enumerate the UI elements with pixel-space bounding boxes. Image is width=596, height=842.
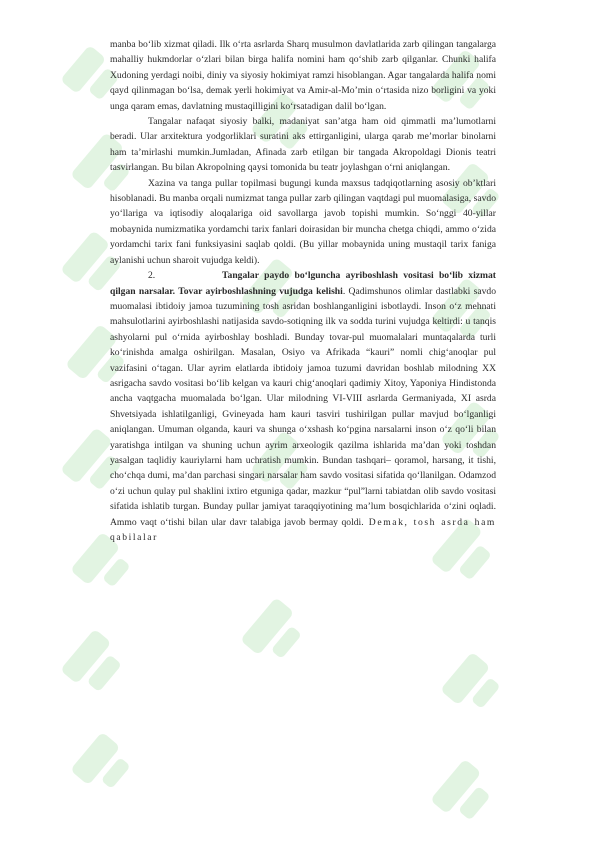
paragraph-3: Xazina va tanga pullar topilmasi bugungi kunda maxsus tadqiqotlarning asosiy ob’ktlari hisoblanadi. Bu manba orqali numizmat tanga pullar zarb qilingan vaqtdagi pul muomalasiga, savdo yo‘llariga va iqtisodiy aloqalariga oid savollarga javob topishi mumkin. So‘nggi 40-yillar mobaynida numizmatika yordamchi tarix fanlari doirasidan bir muncha chetga chiqdi, ammo o‘zida yordamchi tarix fani funksiyasini saqlab qoldi. (Bu yillar mobaynida uning mustaqil tarix faniga aylanishi uchun sharoit vujudga keldi). [110,177,496,266]
section-number: 2. [148,270,156,282]
section-heading: Tangalar paydo bo‘lguncha ayriboshlash vositasi bo‘lib xizmat qilgan narsalar. Tovar ayirboshlashning vujudga kelishi [110,270,496,297]
section-text: . Qadimshunos olimlar dastlabki savdo muomalasi ibtidoiy jamoa tuzumining tosh asridan boshlanganligini isbotlaydi. Inson o‘z mehnati mahsulotlarini ayirboshlashi natijasida savdo-sotiqning ilk va sodda turini vujudga keltirdi: u tanqis ashyolarni pul o‘rnida ayirboshlay boshladi. Bunday tovar-pul muomalalari muntaqalarda turli ko‘rinishda amalga oshirilgan. Masalan, Osiyo va Afrikada “kauri” nomli chig‘anoqlar pul vazifasini o‘tagan. Ular ayrim elatlarda ibtidoiy jamoa tuzumi davridan boshlab milodning XX asrigacha savdo vositasi bo‘lib kelgan va kauri chig‘anoqlari qadimiy Xitoy, Yaponiya Hindistonda ancha vaqtgacha muomalada bo‘lgan. Ular milodning VI-VIII asrlarda Germaniyada, XI asrda Shvetsiyada ishlatilganligi, Gvineyada ham kauri tasviri tushirilgan pullar mavjud bo‘lganligi aniqlangan. Umuman olganda, kauri va shunga o‘xshash ko‘pgina narsalarni inson o‘z qo‘li bilan yaratishga intilgan va shuning uchun ayrim arxeologik qazilma ishlarida ma’dan yoki toshdan yasalgan taqlidiy kauriylarni ham uchratish mumkin. Bundan tashqari– qoramol, harsang, it tishi, cho‘chqa dumi, ma’dan parchasi singari narsalar ham savdo vositasi sifatida qo‘llanilgan. Odamzod o‘zi uchun qulay pul shaklini ixtiro etguniga qadar, mazkur “pul”larni tabiatdan olib savdo vositasi sifatida ishlatib turgan. Bunday pullar jamiyat taraqqiyotining ma’lum bosqichlarida o‘zini oqladi. Ammo vaqt o‘tishi bilan ular davr talabiga javob bermay qoldi. [110,285,496,528]
watermark-glyph [70,732,136,799]
watermark-glyph [240,597,310,668]
paragraph-2: Tangalar nafaqat siyosiy balki, madaniyat san’atga ham oid qimmatli ma’lumotlarni beradi. Ular arxitektura yodgorliklari suratini aks ettirganligini, ularga qarab me’morlar binolarni ham ta’mirlashi mumkin.Jumladan, Afinada zarb etilgan bir tangada Akropoldagi Dionis teatri tasvirlangan. Bu bilan Akropolning qaysi tomonida bu teatr joylashgan o‘rni aniqlangan. [110,116,496,174]
paragraph-4 [110,268,496,545]
paragraph-1: manba bo‘lib xizmat qiladi. Ilk o‘rta asrlarda Sharq musulmon davlatlarida zarb qilingan tangalarga mahalliy hukmdorlar o‘zlari bilan birga halifa nomini ham qo‘shib zarb qilganlar. Chunki halifa Xudoning yerdagi noibi, diniy va siyosiy hokimiyat ramzi hisoblangan. Agar tangalarda halifa nomi qayd qilinmagan bo‘lsa, demak yerli hokimiyat va Amir-al-Mo’min o‘rtasida nizo borligini va yoki unga qaram emas, davlatning mustaqilligini ko‘rsatadigan dalil bo‘lgan. [110,39,496,112]
document-body [110,37,496,545]
watermark-glyph [440,652,506,719]
section-text-continued: Demak, tosh asrda ham qabilalar [110,516,496,543]
watermark-glyph [60,629,128,699]
watermark-glyph [430,759,498,829]
